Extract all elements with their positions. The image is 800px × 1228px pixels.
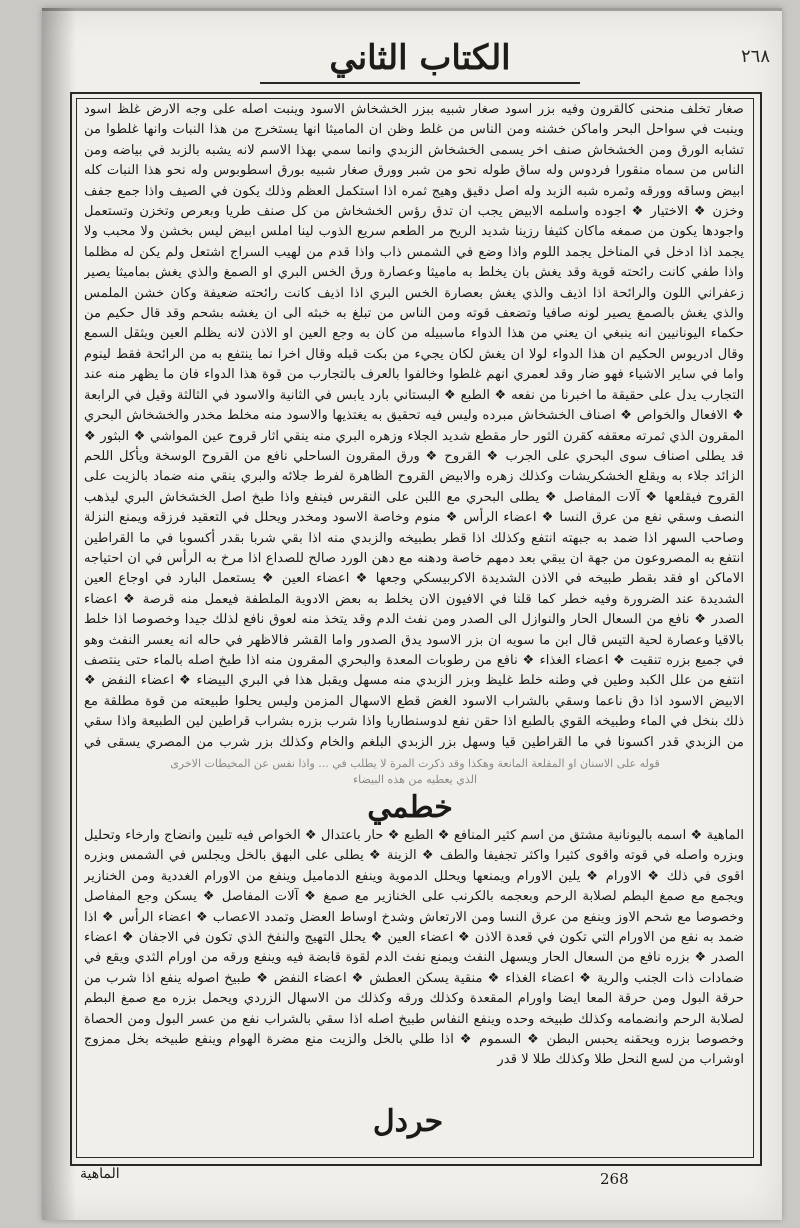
page-number-top: ٢٦٨ xyxy=(740,46,770,67)
page-number-bottom: 268 xyxy=(600,1170,629,1188)
page-top-edge xyxy=(42,8,782,11)
title-underline xyxy=(260,82,580,84)
catchword: الماهية xyxy=(80,1166,120,1182)
section-heading-khatmi: خطمي xyxy=(367,790,453,825)
marginal-note-line-1: قوله على الاسنان او المقلعة المانعة وهكذا وقد ذكرت المرة لا يطلب في ... واذا نفس عن المخيطات الاخرى xyxy=(170,757,660,770)
khashkhash-entry-text: صغار تخلف منحنى كالقرون وفيه بزر اسود صغار شبيه ببزر الخشخاش الاسود وينبت اصله على وجه الارض غلظ اسود وينبت في سواحل البحر واماكن خشنه ومن الناس من غلط وظن ان الماميثا انها يستخرج من هذا النبات وانها غلطوا من تشابه الورق ومن الخشخاش صنف اخر يسمى الخشخاش الزبدي وانما سمي بهذا الاسم لانه يشبه بالزبد في بياضه ومن الناس من سماه منقورا فردوس وله ساق طوله نحو من شبر وورق صغار شبيه بورق اسطوبوس وله نحو هذا النبات كله ابيض وساقه وورقه وثمره شبه الزبد وله اصل دقيق وهيج ثمره اذا استكمل العظم وذلك يكون في الصيف واذا جمع جفف وخزن ❖ الاختيار ❖ اجوده واسلمه الابيض يجب ان تدق رؤس الخشخاش من كل صنف طريا وبعرص وتخزن وتستعمل واجودها يكون من صمغه ماكان كثيفا رزينا شديد الريح مر الطعم سريع الذوب لينا املس ابيض ليس بخشن ولا محبب ولا يجمد اذا ادخل في المناخل يجمد اللوم واذا وضع في الشمس ذاب واذا قدم من لهيب السراج اشتعل ولم يكن له مظلما واذا طفي كانت رائحته قوية وقد يغش بان يخلط به ماميثا وعصارة ورق الخس البري او الصمغ والذي يغش بماميثا يصير زعفراني اللون والرائحة اذا اذيف والذي يغش بعصارة الخس البري اذا اذيف كانت رائحته ضعيفة وكان خشن الملمس والذي يغش بالصمغ يصير لونه صافيا وتضعف قوته ومن الناس من تبلغ به خبثه الى ان يغشه بشحم وقد قال حكيم من حكماء اليونانيين انه ينبغي ان يعني من هذا الدواء ماسبيله من كان به وجع العين او الاذن لانه يظلم العين ويثقل السمع وقال ادريوس الحكيم ان هذا الدواء لولا ان يغش لكان يجيء من بكت قبله وقال اخرا نما ينتفع به من الرائحة فقط لينوم واما في ساير الاشياء فهو ضار وقد لعمري انهم غلطوا وخالفوا بالعرف بالتجارب من قوة هذا الدواء فان ما يظهر منه عند التجارب يدل على حقيقة ما اخبرنا من نفعه ❖ الطبع ❖ البستاني بارد يابس في الثانية والاسود في الثالثة وقيل في الرابعة ❖ الافعال والخواص ❖ اصناف الخشخاش مبرده وليس فيه تحقيق به يغتذيها والاسود منه مخلط مخدر والخشخاش البحري المقرون الذي ثمرته معقفه كقرن الثور حار مقطع شديد الجلاء وزهره البري منه ينقي اثار قروح عين المواشي ❖ البثور ❖ قد يطلى اصناف سوى البحري على الجرب ❖ القروح ❖ ورق المقرون الساحلي نافع من القروح الوسخة ويأكل اللحم الزائد جلاء به ويقلع الخشكريشات وكذلك زهره والابيض القروح الظاهرة لفرط جلائه والبري ينقي منه ضماد بالزيت على القروح فيقلعها ❖ آلات المفاصل ❖ يطلى البحري مع اللبن على النقرس فينفع واذا طبخ اصل الخشخاش البري ليذهب النصف وسقي نفع من عرق النسا ❖ اعضاء الرأس ❖ منوم وخاصة الاسود ومخدر ويحلل في التعقيد فرزقه ويمنع النزلة وصاحب السهر اذا ضمد به جبهته انتفع وكذلك اذا قطر بطبيخه والزبدي منه اذا بقي شربا بقدر أكسوبا في ما القراطين انتفع به المصروعون من جهة ان يبقي بعد دمهم خاصة ودهنه مع دهن الورد صالح للصداع اذا مرخ به الرأس في ان احتياجه الاماكن او فقد بقطر طبيخه في الاذن الشديدة الاكربيسكي وجعها ❖ اعضاء العين ❖ يستعمل البارد في اوجاع العين الشديدة عند الضرورة وفيه خطر كما قلنا في الافيون الان يخلط به بعض الادوية الملطفة فيعمل منه قرصة ❖ اعضاء الصدر ❖ نافع من السعال الحار والنوازل الى الصدر ومن نفث الدم وقد يتخذ منه لعوق نافع لذلك جيدا وخصوصا اذا خلط بالاقيا وعصارة لحية التيس قال ابن ما سويه ان بزر الاسود يدق الصدور واما القشر فالاظهر في حاله انه يعسر النفث وهو في جميع بزره تنقيت ❖ اعضاء الغذاء ❖ نافع من رطوبات المعدة والبحري المقرون منه اذا طبخ اصله بالماء حتى ينتصف انتفع من علل الكبد وطين في وطنه خلط غليظ وبزر الزبدي منه مسهل ويقبل هذا في البري البيضاء ❖ اعضاء النفض ❖ الابيض الاسود اذا دق ناعما وسقي بالشراب الاسود الغض قطع الاسهال المزمن وليس يحلوا طبيعته من قوة مطلقة مع ذلك بنخل في الماء وطبيخه القوي بالطبع اذا حقن نفع لدوسنطاريا واذا شرب بزره بشراب قراطين لين الطبيعة واذا سقي من الزبدي قدر اكسونا في ما القراطين قيا وسهل بزر الزبدي البلغم والخام وكذلك بزر شرب من المصري يسقى في xyxy=(84,102,744,750)
faded-marginal-note xyxy=(90,756,740,788)
section-heading-khardal: حردل xyxy=(270,1104,546,1139)
marginal-note-line-2: الذي يعطيه من هذه البيضاء xyxy=(352,773,478,786)
khatmi-entry-text: الماهية ❖ اسمه باليونانية مشتق من اسم كثير المنافع ❖ الطبع ❖ حار باعتدال ❖ الخواص فيه تليين وانضاج وارخاء وتحليل وبزره واصله في قوته واقوى كثيرا واكثر تجفيفا والطف ❖ الزينة ❖ يطلى على البهق بالخل ويجلس في الشمس وبزره اقوى في ذلك ❖ الاورام ❖ يلين الاورام ويمنعها ويحلل الدموية وينفع الدماميل وينفع من الاورام الغددية ومن الخنازير ويجمع مع صمغ البطم لصلابة الرحم وبعجمه بالكرنب على الخنازير مع صمغ ❖ آلات المفاصل ❖ يسكن وجع المفاصل وخصوصا مع شحم الاوز وينفع من عرق النسا ومن الارتعاش وشدخ اوساط العضل وتمدد الاعصاب ❖ اعضاء الرأس ❖ اذا ضمد به نفع من الاورام التي تكون في قعدة الاذن ❖ اعضاء العين ❖ يحلل التهيج والنفخ الذي تكون في الاجفان ❖ اعضاء الصدر ❖ بزره نافع من السعال الحار ويسهل النفث ويمنع نفث الدم لقوة قابضة فيه وينفع ورقه من اورام الثدي ويقع في ضمادات ذات الجنب والرية ❖ اعضاء الغذاء ❖ منقية يسكن العطش ❖ اعضاء النفض ❖ طبيخ اصوله ينفع اذا شرب من حرقة البول ومن حرقة المعا ايضا واورام المقعدة وكذلك ورقه وكذلك من الاسهال الزردي ويحمل بزره مع صمغ البطم لصلابة الرحم وانضمامه وكذلك طبيخه وحده وينفع النفاس طبيخ اصله اذا سقي بالشراب نفع من عسر البول ومن الحصاة وخصوصا بزره ويحقنه يحبس البطن ❖ السموم ❖ اذا طلي بالخل والزيت منع مضرة الهوام وينفع طبيخه بخل ممزوج اوشراب من لسع النحل طلا وكذلك طلا لا قدر xyxy=(84,828,744,1068)
book-title: الكتاب الثاني xyxy=(329,38,511,78)
running-header xyxy=(60,38,780,90)
